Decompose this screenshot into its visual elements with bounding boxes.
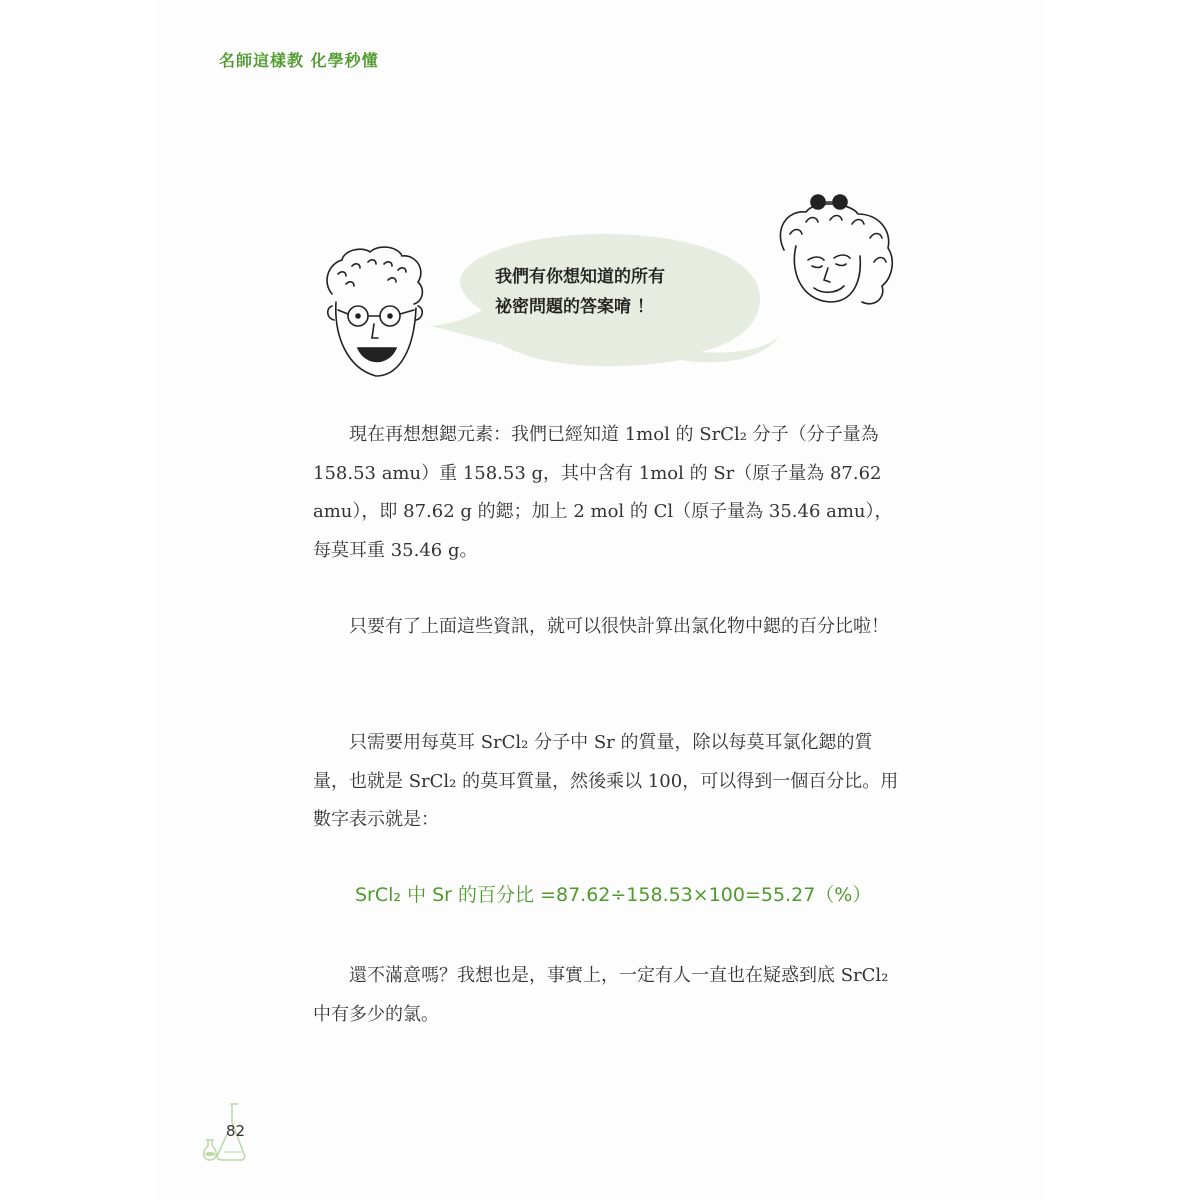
paragraph-1 <box>313 416 903 570</box>
bubble-line-1: 我們有你想知道的所有 <box>495 267 665 287</box>
paragraph-1-text: 現在再想想鍶元素：我們已經知道 1mol 的 SrCl₂ 分子（分子量為 158.53 amu）重 158.53 g，其中含有 1mol 的 Sr（原子量為 87.62 amu），即 87.62 g 的鍶；加上 2 mol 的 Cl（原子量為 35.46 amu），每莫耳重 35.46 g。 <box>313 424 893 561</box>
paragraph-3-text: 只需要用每莫耳 SrCl₂ 分子中 Sr 的質量，除以每莫耳氯化鍶的質量，也就是 SrCl₂ 的莫耳質量，然後乘以 100，可以得到一個百分比。用數字表示就是： <box>313 732 899 830</box>
paragraph-2-text: 只要有了上面這些資訊，就可以很快計算出氯化物中鍶的百分比啦！ <box>313 616 889 637</box>
page-number: 82 <box>226 1122 246 1140</box>
girl-character-illustration <box>770 190 900 320</box>
paragraph-4 <box>313 957 903 1034</box>
formula: SrCl₂ 中 Sr 的百分比 =87.62÷158.53×100=55.27（%） <box>355 884 872 906</box>
running-header: 名師這樣教 化學秒懂 <box>219 51 379 70</box>
speech-bubble-text <box>495 262 755 322</box>
paragraph-2 <box>313 608 903 647</box>
paragraph-3 <box>313 724 903 840</box>
paragraph-4-text: 還不滿意嗎？我想也是，事實上，一定有人一直也在疑惑到底 SrCl₂ 中有多少的氯。 <box>313 965 889 1025</box>
bubble-line-2: 祕密問題的答案唷 ！ <box>495 297 654 317</box>
boy-character-illustration <box>318 244 430 382</box>
